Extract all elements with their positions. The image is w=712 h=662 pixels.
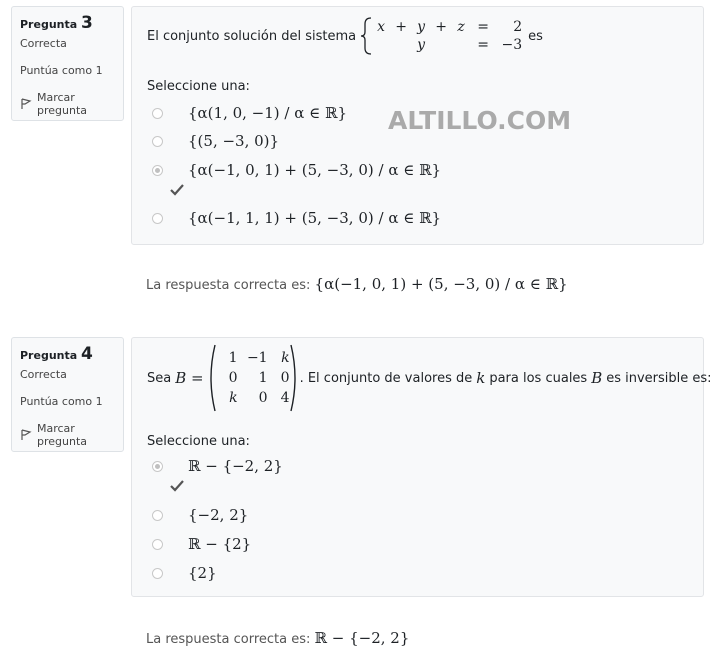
question-text bbox=[147, 344, 712, 412]
sys-cell bbox=[430, 37, 452, 53]
question-number-value: 3 bbox=[81, 13, 93, 33]
answer-option[interactable] bbox=[152, 103, 348, 123]
question-state: Correcta bbox=[20, 37, 67, 50]
answer-option-selected[interactable] bbox=[152, 456, 283, 476]
sys-cell: y bbox=[417, 37, 426, 53]
matrix-cell: k bbox=[281, 350, 290, 366]
option-label: {α(1, 0, −1) / α ∈ ℝ} bbox=[188, 104, 348, 122]
question-state: Correcta bbox=[20, 368, 67, 381]
question-info-3 bbox=[11, 6, 124, 121]
flag-icon bbox=[20, 98, 32, 110]
watermark: ALTILLO.COM bbox=[388, 106, 572, 135]
matrix-cell: 0 bbox=[228, 370, 238, 386]
correct-check-icon bbox=[170, 480, 184, 492]
matrix-cells bbox=[216, 350, 290, 406]
flag-label: Marcar pregunta bbox=[37, 91, 88, 117]
question-number bbox=[20, 13, 115, 33]
select-prompt: Seleccione una: bbox=[147, 434, 250, 449]
question-text-intro: El conjunto solución del sistema bbox=[147, 28, 357, 44]
feedback-answer: {α(−1, 0, 1) + (5, −3, 0) / α ∈ ℝ} bbox=[314, 275, 568, 293]
option-label: ℝ − {2} bbox=[188, 535, 252, 553]
correct-answer-feedback bbox=[146, 275, 568, 293]
flag-question-link[interactable] bbox=[20, 422, 115, 448]
question-info-4 bbox=[11, 337, 124, 452]
question-text-end: es inversible es: bbox=[606, 370, 712, 386]
left-paren bbox=[206, 344, 216, 412]
right-paren bbox=[290, 344, 300, 412]
correct-check-icon bbox=[170, 184, 184, 196]
answer-option[interactable] bbox=[152, 534, 252, 554]
matrix-cell: 1 bbox=[228, 350, 238, 366]
feedback-prefix: La respuesta correcta es: bbox=[146, 632, 311, 647]
radio-button[interactable] bbox=[152, 213, 163, 224]
radio-button[interactable] bbox=[152, 510, 163, 521]
sys-cell: x bbox=[377, 19, 386, 35]
sys-cell: 2 bbox=[513, 19, 523, 35]
question-text-mid: . El conjunto de valores de bbox=[299, 370, 473, 386]
flag-label: Marcar pregunta bbox=[37, 422, 88, 448]
answer-option[interactable] bbox=[152, 563, 217, 583]
radio-button[interactable] bbox=[152, 108, 163, 119]
correct-answer-feedback bbox=[146, 629, 409, 647]
matrix-cell: k bbox=[229, 390, 238, 406]
answer-option[interactable] bbox=[152, 208, 442, 228]
question-label: Pregunta bbox=[20, 349, 78, 362]
radio-button[interactable] bbox=[152, 568, 163, 579]
option-label: {(5, −3, 0)} bbox=[188, 132, 280, 150]
sys-cell bbox=[390, 37, 412, 53]
radio-button[interactable] bbox=[152, 136, 163, 147]
matrix-b bbox=[206, 344, 300, 412]
question-grade: Puntúa como 1 bbox=[20, 64, 103, 77]
matrix-cell: −1 bbox=[246, 350, 268, 366]
matrix-cell: 1 bbox=[258, 370, 268, 386]
option-label: {α(−1, 1, 1) + (5, −3, 0) / α ∈ ℝ} bbox=[188, 209, 442, 227]
answer-option[interactable] bbox=[152, 505, 249, 525]
question-text-intro: Sea bbox=[147, 370, 172, 386]
option-label: {−2, 2} bbox=[188, 506, 249, 524]
variable-b: B bbox=[591, 369, 603, 387]
feedback-prefix: La respuesta correcta es: bbox=[146, 278, 311, 293]
question-text-mid2: para los cuales bbox=[489, 370, 588, 386]
sys-cell: + bbox=[395, 19, 407, 35]
question-formulation-4 bbox=[131, 337, 712, 597]
option-label: {α(−1, 0, 1) + (5, −3, 0) / α ∈ ℝ} bbox=[188, 161, 442, 179]
matrix-cell: 4 bbox=[280, 390, 290, 406]
question-label: Pregunta bbox=[20, 18, 78, 31]
radio-button[interactable] bbox=[152, 539, 163, 550]
flag-question-link[interactable] bbox=[20, 91, 115, 117]
flag-icon bbox=[20, 429, 32, 441]
question-number-value: 4 bbox=[81, 344, 93, 364]
matrix-cell: 0 bbox=[258, 390, 268, 406]
question-text bbox=[147, 17, 543, 55]
option-label: {2} bbox=[188, 564, 217, 582]
sys-cell bbox=[372, 37, 390, 53]
sys-cell: y bbox=[417, 19, 426, 35]
radio-button-checked[interactable] bbox=[152, 461, 163, 472]
question-number bbox=[20, 344, 115, 364]
answer-option-selected[interactable] bbox=[152, 160, 442, 180]
matrix-name: B = bbox=[175, 369, 204, 387]
system-rows bbox=[372, 19, 522, 53]
sys-cell: = bbox=[477, 37, 489, 53]
question-text-end: es bbox=[528, 28, 543, 44]
left-brace bbox=[360, 17, 372, 55]
sys-cell: z bbox=[457, 19, 465, 35]
sys-cell: −3 bbox=[501, 37, 523, 53]
sys-cell: + bbox=[435, 19, 447, 35]
matrix-cell: 0 bbox=[280, 370, 290, 386]
select-prompt: Seleccione una: bbox=[147, 79, 250, 94]
question-grade: Puntúa como 1 bbox=[20, 395, 103, 408]
equation-system bbox=[360, 17, 522, 55]
variable-k: k bbox=[476, 369, 486, 387]
sys-cell bbox=[452, 37, 470, 53]
sys-cell: = bbox=[477, 19, 489, 35]
feedback-answer: ℝ − {−2, 2} bbox=[314, 629, 410, 647]
radio-button-checked[interactable] bbox=[152, 165, 163, 176]
option-label: ℝ − {−2, 2} bbox=[188, 457, 283, 475]
answer-option[interactable] bbox=[152, 131, 280, 151]
